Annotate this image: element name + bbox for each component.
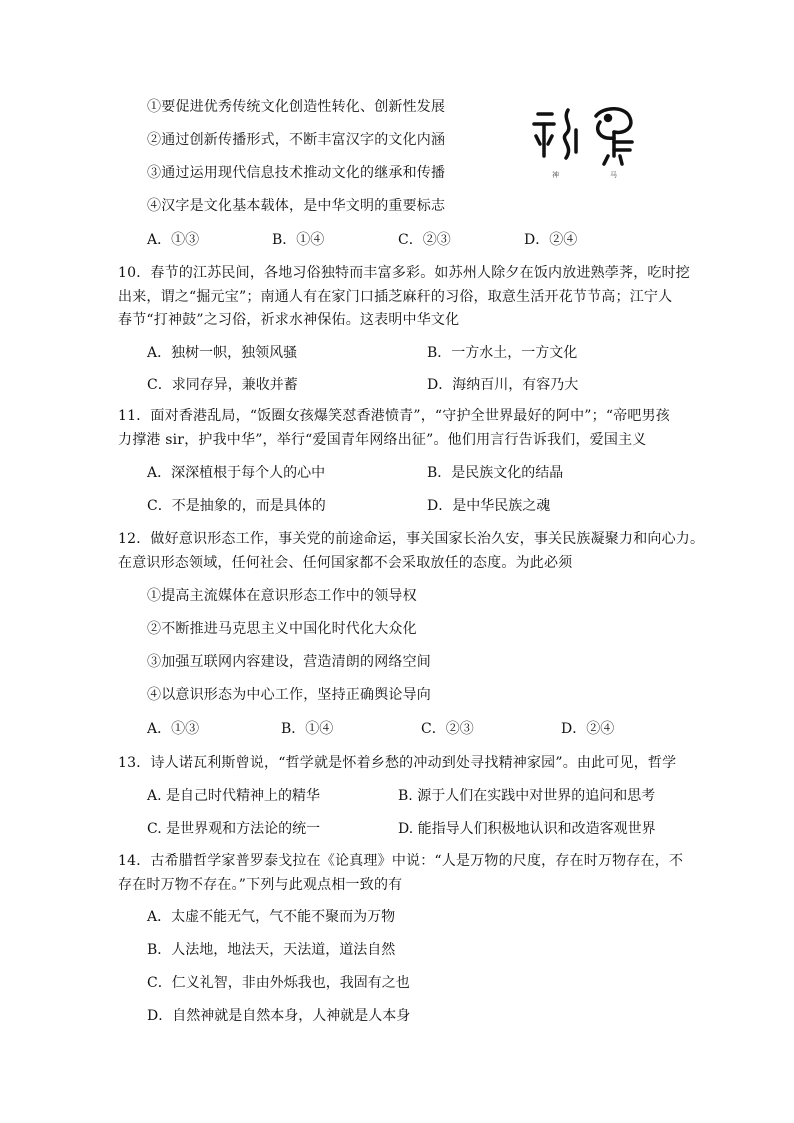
q14-stem-line-1: 14．古希腊哲学家普罗泰戈拉在《论真理》中说：“人是万物的尺度，存在时万物存在，不 bbox=[118, 853, 684, 869]
q12-statement-3: ③加强互联网内容建设，营造清朗的网络空间 bbox=[147, 654, 431, 670]
q9-statement-1: ①要促进优秀传统文化创造性转化、创新性发展 bbox=[147, 99, 446, 115]
q14-option-a[interactable]: A．太虚不能无气，气不能不聚而为万物 bbox=[147, 909, 396, 925]
q12-statement-4: ④以意识形态为中心工作，坚持正确舆论导向 bbox=[147, 687, 431, 703]
q12-option-a[interactable]: A．①③ bbox=[147, 721, 200, 737]
q11-option-c[interactable]: C．不是抽象的，而是具体的 bbox=[147, 498, 326, 514]
q13-option-d[interactable]: D. 能指导人们积极地认识和改造客观世界 bbox=[398, 821, 656, 837]
q10-option-c[interactable]: C．求同存异，兼收并蓄 bbox=[147, 377, 298, 393]
q11-stem-line-1: 11．面对香港乱局，“饭圈女孩爆笑怼香港愤青”，“守护全世界最好的阿中”；“帝吧男孩 bbox=[118, 408, 670, 424]
q13-option-c[interactable]: C. 是世界观和方法论的统一 bbox=[147, 821, 321, 837]
q9-statement-4: ④汉字是文化基本载体，是中华文明的重要标志 bbox=[147, 198, 446, 214]
q11-stem-line-2: 力撑港 sir，护我中华”，举行“爱国青年网络出征”。他们用言行告诉我们，爱国主义 bbox=[118, 432, 647, 448]
q14-option-d[interactable]: D．自然神就是自然本身，人神就是人本身 bbox=[147, 1008, 411, 1024]
q12-statement-2: ②不断推进马克思主义中国化时代化大众化 bbox=[147, 621, 417, 637]
q12-option-d[interactable]: D．②④ bbox=[561, 721, 615, 737]
q10-option-a[interactable]: A．独树一帜，独领风骚 bbox=[147, 345, 298, 361]
q11-option-b[interactable]: B．是民族文化的结晶 bbox=[427, 465, 564, 481]
q14-option-b[interactable]: B．人法地，地法天，天法道，道法自然 bbox=[147, 942, 396, 958]
q14-stem-line-2: 存在时万物不存在。”下列与此观点相一致的有 bbox=[118, 877, 403, 893]
q11-option-a[interactable]: A．深深植根于每个人的心中 bbox=[147, 465, 326, 481]
q12-stem-line-1: 12．做好意识形态工作，事关党的前途命运，事关国家长治久安，事关民族凝聚力和向心力。 bbox=[118, 531, 705, 547]
q14-option-c[interactable]: C．仁义礼智，非由外烁我也，我固有之也 bbox=[147, 975, 410, 991]
q9-statement-2: ②通过创新传播形式，不断丰富汉字的文化内涵 bbox=[147, 132, 446, 148]
q13-option-a[interactable]: A. 是自己时代精神上的精华 bbox=[147, 788, 321, 804]
q13-option-b[interactable]: B. 源于人们在实践中对世界的追问和思考 bbox=[398, 788, 656, 804]
q12-option-b[interactable]: B．①④ bbox=[281, 721, 334, 737]
q9-option-c[interactable]: C．②③ bbox=[398, 232, 451, 248]
q12-stem-line-2: 在意识形态领域，任何社会、任何国家都不会采取放任的态度。为此必须 bbox=[118, 555, 573, 571]
oracle-script-glyphs-image bbox=[530, 100, 640, 170]
figure-caption-shen: 神 bbox=[552, 171, 559, 179]
q12-statement-1: ①提高主流媒体在意识形态工作中的领导权 bbox=[147, 588, 417, 604]
q10-stem-line-2: 出来，谓之“掘元宝”；南通人有在家门口插芝麻秆的习俗，取意生活开花节节高；江宁人 bbox=[118, 289, 673, 305]
q13-stem-line-1: 13．诗人诺瓦利斯曾说，“哲学就是怀着乡愁的冲动到处寻找精神家园”。由此可见，哲学 bbox=[118, 755, 677, 771]
q12-option-c[interactable]: C．②③ bbox=[421, 721, 474, 737]
q10-option-d[interactable]: D．海纳百川，有容乃大 bbox=[427, 377, 579, 393]
q9-option-a[interactable]: A．①③ bbox=[147, 232, 200, 248]
q10-stem-line-3: 春节“打神鼓”之习俗，祈求水神保佑。这表明中华文化 bbox=[118, 312, 460, 328]
q10-option-b[interactable]: B．一方水土，一方文化 bbox=[427, 345, 578, 361]
q9-option-b[interactable]: B．①④ bbox=[272, 232, 325, 248]
q11-option-d[interactable]: D．是中华民族之魂 bbox=[427, 498, 551, 514]
q9-statement-3: ③通过运用现代信息技术推动文化的继承和传播 bbox=[147, 165, 446, 181]
oracle-script-figure bbox=[530, 100, 640, 180]
figure-caption-ma: 马 bbox=[610, 171, 617, 179]
q9-option-d[interactable]: D．②④ bbox=[524, 232, 578, 248]
q10-stem-line-1: 10．春节的江苏民间，各地习俗独特而丰富多彩。如苏州人除夕在饭内放进熟荸荠，吃时挖 bbox=[118, 265, 691, 281]
